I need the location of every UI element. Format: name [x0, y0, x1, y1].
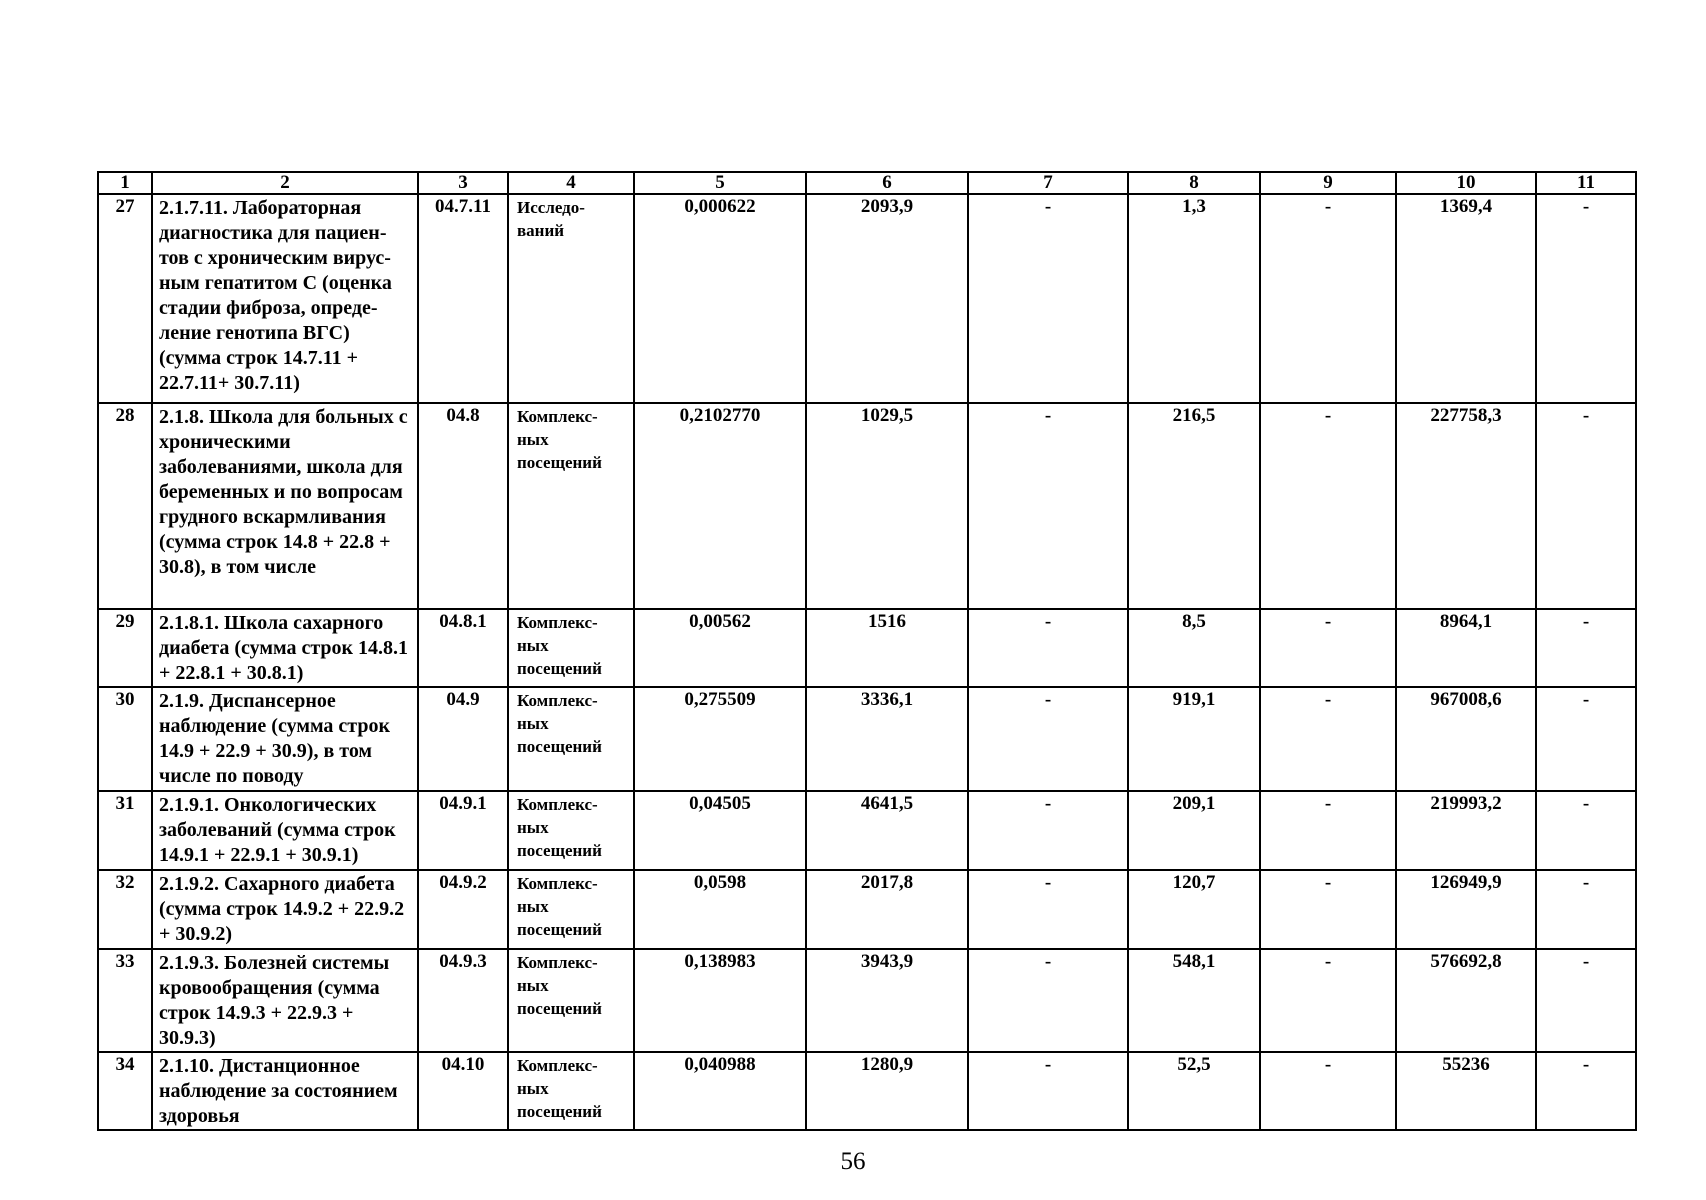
row-code: 04.9	[418, 687, 508, 791]
cell-col11: -	[1536, 870, 1636, 949]
cell-col6: 4641,5	[806, 791, 968, 870]
cell-col8: 919,1	[1128, 687, 1260, 791]
row-code: 04.10	[418, 1052, 508, 1130]
row-description: 2.1.8. Школа для больных с хроническими заболеваниями, школа для беременных и по вопросам грудного вскармливания (сумма строк 14.8 + 22.8 + 30.8), в том числе	[152, 403, 418, 609]
table-row	[98, 1052, 1636, 1130]
row-description: 2.1.10. Дистанционное наблюдение за состоянием здоровья	[152, 1052, 418, 1130]
cell-col11: -	[1536, 791, 1636, 870]
data-table	[97, 171, 1637, 1131]
cell-col6: 2093,9	[806, 194, 968, 403]
column-header: 1	[98, 172, 152, 194]
cell-col7: -	[968, 870, 1128, 949]
row-description: 2.1.8.1. Школа сахарного диабета (сумма строк 14.8.1 + 22.8.1 + 30.8.1)	[152, 609, 418, 687]
row-unit: Комплекс-ных посещений	[508, 949, 634, 1052]
cell-col11: -	[1536, 609, 1636, 687]
column-header: 5	[634, 172, 806, 194]
column-header: 11	[1536, 172, 1636, 194]
row-unit: Комплекс-ных посещений	[508, 403, 634, 609]
row-unit: Исследо-ваний	[508, 194, 634, 403]
row-unit: Комплекс-ных посещений	[508, 687, 634, 791]
cell-col7: -	[968, 1052, 1128, 1130]
row-number: 27	[98, 194, 152, 403]
cell-col9: -	[1260, 403, 1396, 609]
cell-col11: -	[1536, 1052, 1636, 1130]
cell-col6: 1516	[806, 609, 968, 687]
row-code: 04.8	[418, 403, 508, 609]
cell-col8: 8,5	[1128, 609, 1260, 687]
cell-col6: 3943,9	[806, 949, 968, 1052]
row-number: 32	[98, 870, 152, 949]
cell-col11: -	[1536, 949, 1636, 1052]
cell-col9: -	[1260, 609, 1396, 687]
cell-col9: -	[1260, 791, 1396, 870]
row-code: 04.9.2	[418, 870, 508, 949]
cell-col8: 120,7	[1128, 870, 1260, 949]
table-row	[98, 194, 1636, 403]
cell-col5: 0,000622	[634, 194, 806, 403]
cell-col9: -	[1260, 1052, 1396, 1130]
cell-col5: 0,275509	[634, 687, 806, 791]
cell-col10: 8964,1	[1396, 609, 1536, 687]
cell-col10: 126949,9	[1396, 870, 1536, 949]
table-body	[98, 172, 1636, 1130]
cell-col11: -	[1536, 403, 1636, 609]
cell-col7: -	[968, 403, 1128, 609]
cell-col10: 967008,6	[1396, 687, 1536, 791]
cell-col11: -	[1536, 687, 1636, 791]
row-number: 28	[98, 403, 152, 609]
row-description: 2.1.9. Диспансерное наблюдение (сумма строк 14.9 + 22.9 + 30.9), в том числе по поводу	[152, 687, 418, 791]
page-number: 56	[840, 1148, 866, 1175]
row-number: 34	[98, 1052, 152, 1130]
column-header: 8	[1128, 172, 1260, 194]
row-description: 2.1.7.11. Лабораторная диагностика для пациен-тов с хроническим вирус-ным гепатитом С (оценка стадии фиброза, опреде-ление генотипа ВГС) (сумма строк 14.7.11 + 22.7.11+ 30.7.11)	[152, 194, 418, 403]
cell-col10: 227758,3	[1396, 403, 1536, 609]
cell-col5: 0,138983	[634, 949, 806, 1052]
row-code: 04.9.3	[418, 949, 508, 1052]
cell-col9: -	[1260, 194, 1396, 403]
cell-col10: 1369,4	[1396, 194, 1536, 403]
row-code: 04.7.11	[418, 194, 508, 403]
table-row	[98, 949, 1636, 1052]
cell-col5: 0,040988	[634, 1052, 806, 1130]
header-row	[98, 172, 1636, 194]
row-number: 33	[98, 949, 152, 1052]
cell-col7: -	[968, 791, 1128, 870]
cell-col7: -	[968, 949, 1128, 1052]
row-description: 2.1.9.2. Сахарного диабета (сумма строк 14.9.2 + 22.9.2 + 30.9.2)	[152, 870, 418, 949]
table-row	[98, 609, 1636, 687]
cell-col10: 219993,2	[1396, 791, 1536, 870]
column-header: 3	[418, 172, 508, 194]
row-unit: Комплекс-ных посещений	[508, 609, 634, 687]
cell-col7: -	[968, 194, 1128, 403]
column-header: 9	[1260, 172, 1396, 194]
cell-col8: 209,1	[1128, 791, 1260, 870]
row-number: 31	[98, 791, 152, 870]
row-description: 2.1.9.3. Болезней системы кровообращения (сумма строк 14.9.3 + 22.9.3 + 30.9.3)	[152, 949, 418, 1052]
table-row	[98, 870, 1636, 949]
cell-col8: 52,5	[1128, 1052, 1260, 1130]
row-description: 2.1.9.1. Онкологических заболеваний (сумма строк 14.9.1 + 22.9.1 + 30.9.1)	[152, 791, 418, 870]
cell-col5: 0,0598	[634, 870, 806, 949]
cell-col5: 0,00562	[634, 609, 806, 687]
row-code: 04.8.1	[418, 609, 508, 687]
cell-col10: 55236	[1396, 1052, 1536, 1130]
cell-col6: 3336,1	[806, 687, 968, 791]
cell-col6: 2017,8	[806, 870, 968, 949]
table-row	[98, 791, 1636, 870]
cell-col9: -	[1260, 870, 1396, 949]
column-header: 10	[1396, 172, 1536, 194]
table-row	[98, 403, 1636, 609]
cell-col11: -	[1536, 194, 1636, 403]
cell-col9: -	[1260, 949, 1396, 1052]
row-unit: Комплекс-ных посещений	[508, 1052, 634, 1130]
cell-col8: 216,5	[1128, 403, 1260, 609]
row-unit: Комплекс-ных посещений	[508, 791, 634, 870]
column-header: 2	[152, 172, 418, 194]
table-row	[98, 687, 1636, 791]
column-header: 4	[508, 172, 634, 194]
row-code: 04.9.1	[418, 791, 508, 870]
column-header: 7	[968, 172, 1128, 194]
cell-col5: 0,04505	[634, 791, 806, 870]
column-header: 6	[806, 172, 968, 194]
row-unit: Комплекс-ных посещений	[508, 870, 634, 949]
cell-col7: -	[968, 609, 1128, 687]
row-number: 30	[98, 687, 152, 791]
cell-col5: 0,2102770	[634, 403, 806, 609]
cell-col8: 1,3	[1128, 194, 1260, 403]
cell-col9: -	[1260, 687, 1396, 791]
cell-col10: 576692,8	[1396, 949, 1536, 1052]
cell-col8: 548,1	[1128, 949, 1260, 1052]
cell-col6: 1280,9	[806, 1052, 968, 1130]
cell-col6: 1029,5	[806, 403, 968, 609]
row-number: 29	[98, 609, 152, 687]
cell-col7: -	[968, 687, 1128, 791]
